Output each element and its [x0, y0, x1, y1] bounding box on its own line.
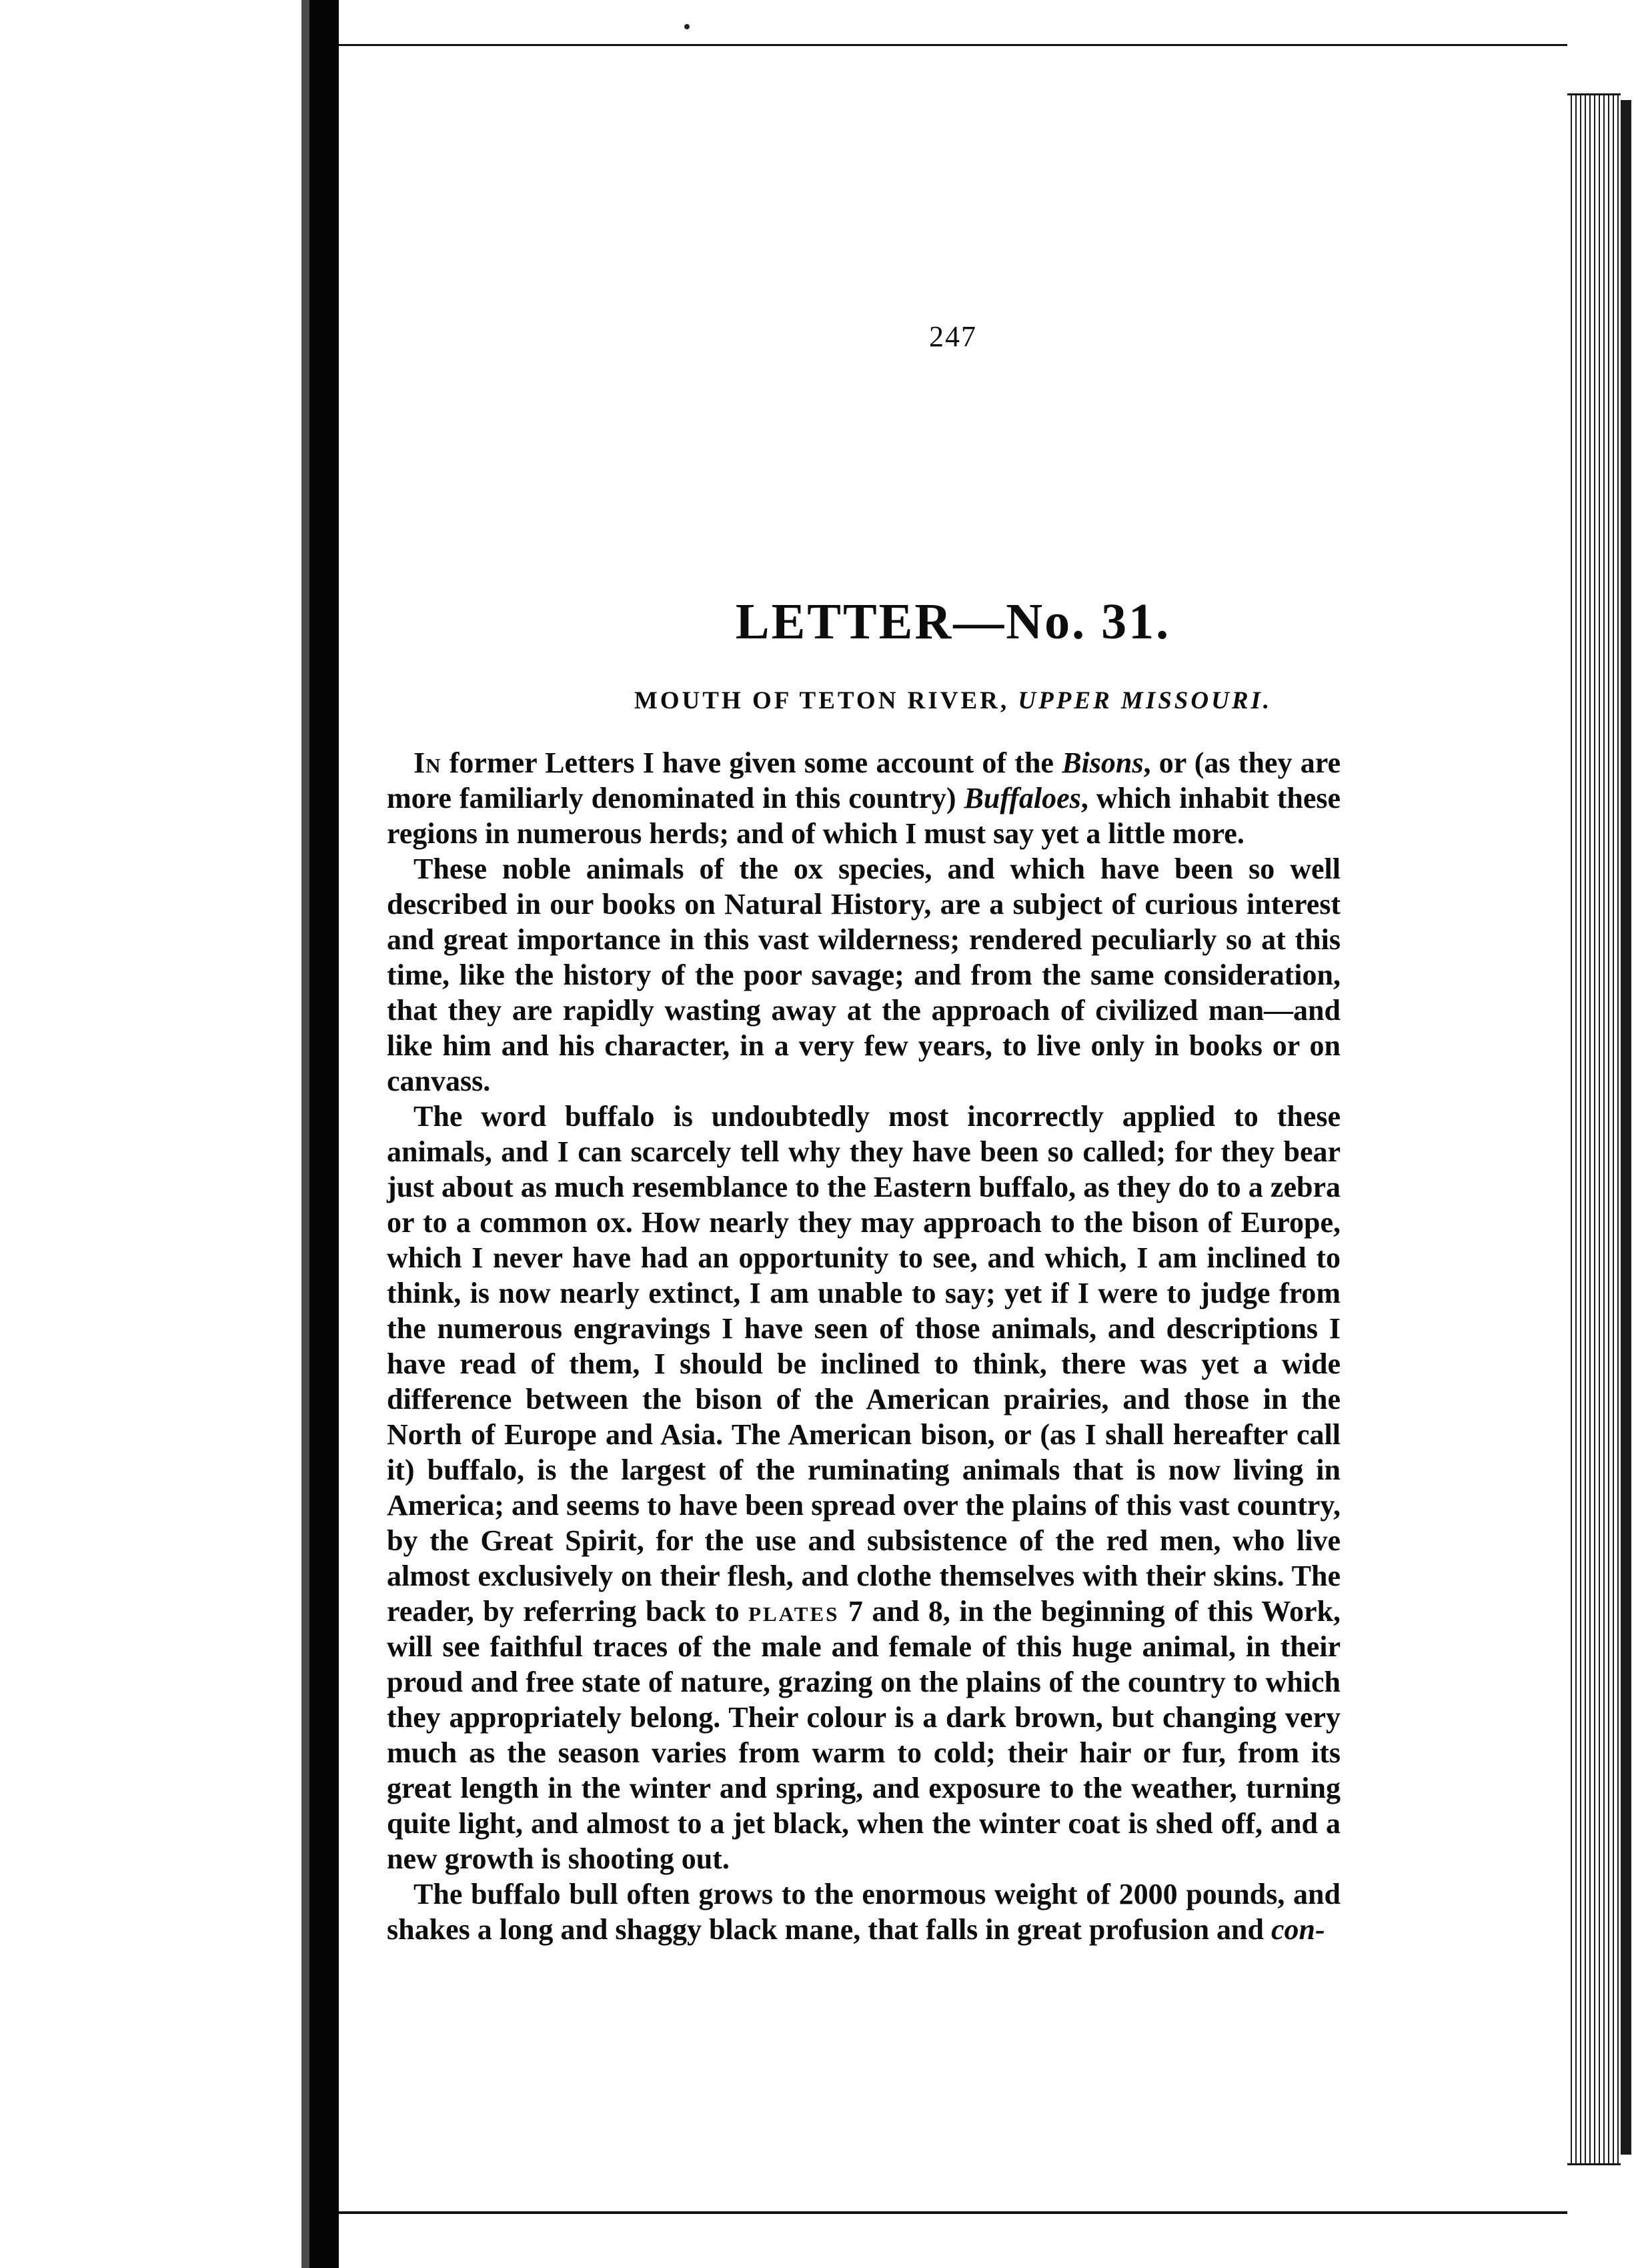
page-stack-edges [1567, 93, 1621, 2165]
paragraph-3 [387, 1099, 1341, 1876]
paragraph-4-text-a: The buffalo bull often grows to the enormous weight of 2000 pounds, and shakes a long and shaggy black mane, that falls in great profusion and [387, 1878, 1341, 1946]
left-blank-page [0, 0, 307, 2268]
paragraph-2: These noble animals of the ox species, and which have been so well described in our books on Natural History, are a subject of curious interest and great importance in this vast wilderness; rendered peculiarly so at this time, like the history of the poor savage; and from the same consideration, that they are rapidly wasting away at the approach of civilized man—and like him and his character, in a very few years, to live only in books or on canvass. [387, 853, 1341, 1097]
scan-speck [684, 24, 690, 29]
letter-location [339, 686, 1567, 715]
location-region: UPPER MISSOURI. [1018, 687, 1273, 714]
paragraph-3-text-a: The word buffalo is undoubtedly most incorrectly applied to these animals, and I can scarcely tell why they have been so called; for they bear just about as much resemblance to the Eastern buffalo, as they do to a zebra or to a common ox. How nearly they may approach to the bison of Europe, which I never have had an opportunity to see, and which, I am inclined to think, is now nearly extinct, I am unable to say; yet if I were to judge from the numerous engravings I have seen of those animals, and descriptions I have read of them, I should be inclined to think, there was yet a wide difference between the bison of the American prairies, and those in the North of Europe and Asia. The American bison, or (as I shall hereafter call it) buffalo, is the largest of the ruminating animals that is now living in America; and seems to have been spread over the plains of this vast country, by the Great Spirit, for the use and subsistence of the red men, who live almost exclusively on their flesh, and clothe themselves with their skins. The reader, by referring back to [387, 1100, 1341, 1628]
paragraph-3-text-b: 7 and 8, in the beginning of this Work, will see faithful traces of the male and female of this huge animal, in their proud and free state of nature, grazing on the plains of the country to which they appropriately belong. Their colour is a dark brown, but changing very much as the season varies from warm to cold; their hair or fur, from its great length in the winter and spring, and exposure to the weather, turning quite light, and almost to a jet black, when the winter coat is shed off, and a new growth is shooting out. [387, 1595, 1341, 1875]
letter-body [387, 745, 1341, 1947]
paragraph-4-con: con- [1271, 1913, 1325, 1946]
paragraph-1-text-c: , or (as they are more familiarly denominated in this country) [387, 746, 1341, 814]
paragraph-1-text-a: former Letters I have given some account of the [441, 746, 1062, 779]
location-place: MOUTH OF TETON RIVER, [634, 687, 1010, 714]
page-stack-edge-dark [1621, 100, 1631, 2155]
book-page [339, 44, 1567, 2214]
paragraph-1-lead: In [414, 746, 442, 779]
paragraph-1-bisons: Bisons [1062, 746, 1144, 779]
paragraph-1-text-e: , which inhabit these regions in numerous herds; and of which I must say yet a little more. [387, 782, 1341, 850]
paragraph-4 [387, 1876, 1341, 1947]
page-number: 247 [929, 320, 977, 353]
paragraph-3-plates: plates [748, 1595, 840, 1628]
book-gutter [309, 0, 339, 2268]
paragraph-1 [387, 745, 1341, 851]
letter-title: LETTER—No. 31. [735, 594, 1171, 650]
paragraph-1-buffaloes: Buffaloes [964, 782, 1081, 814]
gutter-shadow [301, 0, 309, 2268]
